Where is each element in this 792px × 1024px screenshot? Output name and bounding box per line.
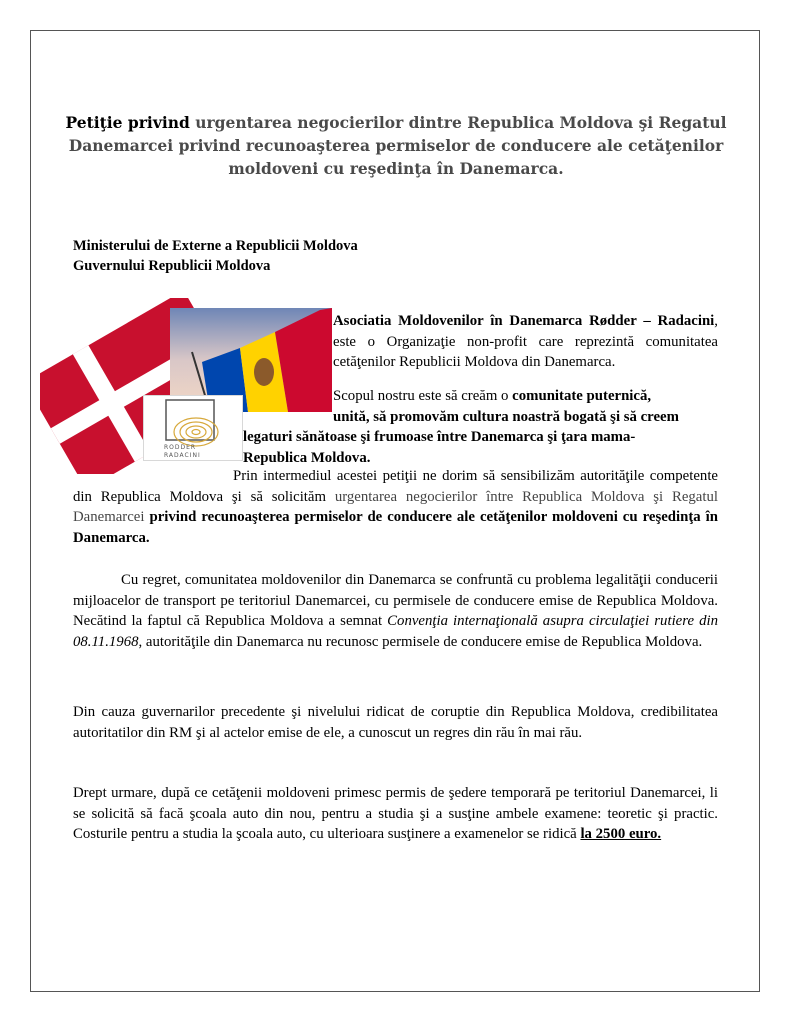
addressee-ministry: Ministerului de Externe a Republicii Moldova bbox=[73, 238, 358, 254]
goal-line-4: Republica Moldova. bbox=[243, 449, 371, 466]
request-text-highlight: urgentarea negocierilor între Republica Moldova şi Regatul Danemarcei bbox=[73, 488, 718, 525]
paragraph-problem bbox=[73, 570, 718, 652]
goal-line-1 bbox=[73, 386, 718, 407]
paragraph-association bbox=[333, 311, 718, 373]
title-rest: urgentarea negocierilor dintre Republica Moldova şi Regatul Danemarcei privind recunoaşterea permiselor de conducere ale cetăţenilor moldoveni cu reşedinţa în Danemarca. bbox=[68, 113, 727, 178]
cost-amount: la 2500 euro. bbox=[580, 826, 662, 842]
addressee-government: Guvernului Republicii Moldova bbox=[73, 258, 271, 274]
problem-text-b: , autorităţile din Danemarca nu recunosc permisele de conducere emise de Republica Moldova. bbox=[138, 633, 703, 650]
paragraph-consequence bbox=[73, 783, 718, 845]
consequence-text: Drept urmare, după ce cetăţenii moldoveni primesc permis de şedere temporară pe teritoriul Danemarcei, li se solicită să facă şcoala auto din nou, pentru a studia şi a susţine ambele examene: teoretic şi practic. Costurile pentru a studia la şcoala auto, cu ulterioara susţinere a examenelor se ridică bbox=[73, 785, 718, 842]
goal-line-3: legaturi sănătoase şi frumoase între Danemarca şi ţara mama- bbox=[243, 429, 636, 445]
convention-title: Convenţia internaţională asupra circulaţiei rutiere din 08.11.1968 bbox=[73, 613, 718, 650]
problem-text-a: Cu regret, comunitatea moldovenilor din Danemarca se confruntă cu problema legalităţii conducerii mijloacelor de transport pe teritoriul Danemarcei, cu permisele de conducere emise de Republica Moldova. Necătind la faptul că Republica Moldova a semnat bbox=[73, 572, 718, 629]
request-text-a: Prin intermediul acestei petiţii ne dorim să sensibilizăm autorităţile competente din Republica Moldova şi să solicităm bbox=[73, 468, 718, 505]
petition-title bbox=[60, 111, 732, 180]
paragraph-goal bbox=[73, 386, 718, 468]
logo-text-bottom: RADACINI bbox=[164, 452, 201, 459]
goal-text-plain: Scopul nostru este să creăm o bbox=[333, 388, 513, 404]
goal-line-2: unită, să promovăm cultura noastră bogată şi să creem bbox=[333, 408, 679, 425]
association-name: Asociatia Moldovenilor în Danemarca Rødder – Radacini bbox=[333, 313, 715, 329]
logo-text-top: RODDER bbox=[164, 444, 197, 451]
title-lead: Petiţie privind bbox=[65, 113, 190, 132]
goal-text-bold: comunitate puternică, bbox=[512, 388, 652, 404]
flag-coat-of-arms bbox=[254, 358, 274, 386]
paragraph-request bbox=[73, 466, 718, 548]
addressee-block bbox=[73, 236, 358, 276]
association-description: , este o Organizaţie non-profit care reprezintă comunitatea cetăţenilor Republicii Moldova din Danemarca. bbox=[333, 313, 718, 370]
request-text-bold: privind recunoaşterea permiselor de conducere ale cetăţenilor moldoveni cu reşedinţa în Danemarca. bbox=[73, 509, 718, 546]
paragraph-corruption: Din cauza guvernarilor precedente şi nivelului ridicat de coruptie din Republica Moldova, credibilitatea autoritatilor din RM şi al actelor emise de ele, a cunoscut un regres din rău în mai rău. bbox=[73, 704, 718, 741]
